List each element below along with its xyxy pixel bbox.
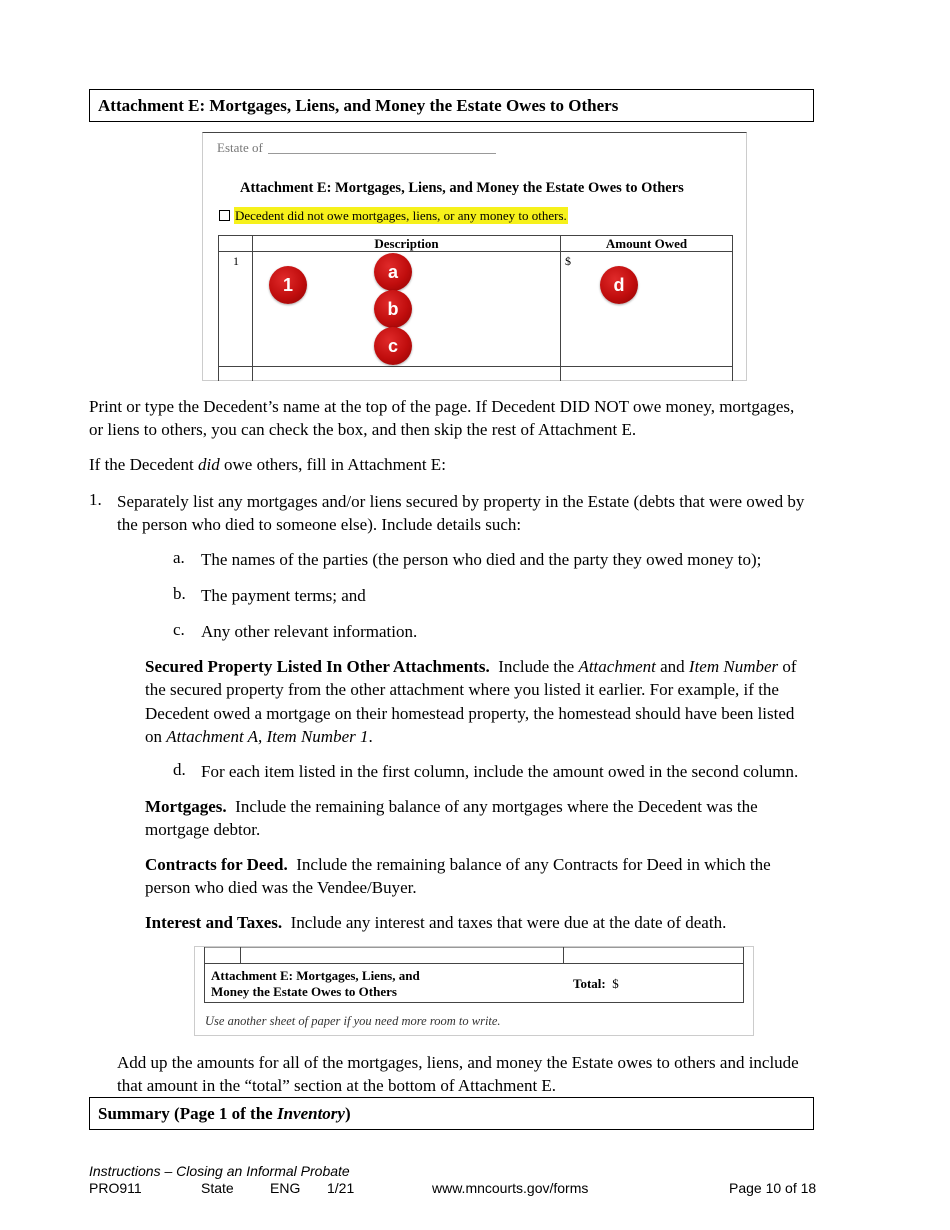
list-item-a: The names of the parties (the person who died and the party they owed money to); xyxy=(201,550,762,569)
text-span: Summary (Page 1 of the xyxy=(98,1104,277,1123)
emphasis-did: did xyxy=(198,455,220,474)
checkbox-label: Decedent did not owe mortgages, liens, or any money to others. xyxy=(235,208,567,223)
text-line: or liens to others, you can check the box, and then skip the rest of Attachment E. xyxy=(89,420,637,440)
footer-doc-title: Instructions – Closing an Informal Probate xyxy=(89,1163,350,1179)
text-line: that amount in the “total” section at the bottom of Attachment E. xyxy=(117,1076,557,1096)
text-span: Include any interest and taxes that were due at the date of death. xyxy=(282,913,727,932)
emphasis-inventory: Inventory xyxy=(276,1104,345,1123)
list-number-1: 1. xyxy=(89,490,102,509)
secured-property-paragraph xyxy=(145,655,797,748)
table-line xyxy=(204,947,744,948)
text-line: Add up the amounts for all of the mortgages, liens, and money the Estate owes to others and include xyxy=(117,1053,799,1072)
table-col-divider xyxy=(252,235,253,381)
extra-sheet-note: Use another sheet of paper if you need more room to write. xyxy=(205,1014,501,1028)
emphasis: Item Number xyxy=(688,657,779,676)
text-line xyxy=(145,795,758,818)
text-line: Attachment E: Mortgages, Liens, and xyxy=(211,968,420,983)
text-line: person who died was the Vendee/Buyer. xyxy=(145,878,417,898)
emphasis: Attachment xyxy=(578,657,656,676)
list-letter-c: c. xyxy=(173,620,185,639)
bold-heading: Secured Property Listed In Other Attachments. xyxy=(145,657,490,676)
section-title: Attachment E: Mortgages, Liens, and Money the Estate Owes to Others xyxy=(98,96,619,115)
table-col-divider xyxy=(560,235,561,381)
table-right-border xyxy=(732,235,733,381)
text-span: Include the remaining balance of any mortgages where the Decedent was the xyxy=(226,797,758,816)
attachment-e-form-excerpt xyxy=(202,132,747,381)
text-line: Money the Estate Owes to Others xyxy=(211,984,397,999)
text-span: owe others, fill in Attachment E: xyxy=(219,455,446,474)
callout-badge-c: c xyxy=(374,327,412,365)
list-item-c: Any other relevant information. xyxy=(201,622,418,641)
text-span: Include the remaining balance of any Contracts for Deed in which the xyxy=(287,855,771,874)
dollar-sign: $ xyxy=(565,254,571,268)
add-up-paragraph xyxy=(117,1051,799,1098)
dollar-sign: $ xyxy=(612,976,619,991)
col-header-description: Description xyxy=(374,236,439,251)
callout-badge-b: b xyxy=(374,290,412,328)
footer-date: 1/21 xyxy=(327,1180,355,1196)
table-line xyxy=(563,947,564,963)
text-span: Include the xyxy=(489,657,579,676)
bold-heading: Mortgages. xyxy=(145,797,227,816)
intro-paragraph xyxy=(89,395,794,442)
text-line: Separately list any mortgages and/or liens secured by property in the Estate (debts that were owed by xyxy=(117,492,805,511)
bold-heading: Interest and Taxes. xyxy=(145,913,283,932)
text-line xyxy=(145,655,797,678)
estate-name-line xyxy=(268,153,496,154)
footer-language: ENG xyxy=(270,1180,301,1196)
contracts-for-deed-paragraph xyxy=(145,853,771,900)
emphasis: Attachment A, Item Number 1 xyxy=(166,726,369,746)
text-span: ) xyxy=(344,1104,351,1123)
list-item-1 xyxy=(117,490,804,537)
text-span: and xyxy=(655,657,689,676)
text-line: the person who died to someone else). Include details such: xyxy=(117,515,522,535)
mortgages-paragraph xyxy=(145,795,758,842)
attachment-e-total-excerpt xyxy=(194,946,754,1036)
text-line: Print or type the Decedent’s name at the top of the page. If Decedent DID NOT owe money, mortgages, xyxy=(89,397,795,416)
total-field xyxy=(573,976,619,992)
col-header-amount: Amount Owed xyxy=(605,236,688,251)
text-line: the secured property from the other attachment where you listed it earlier. For example, if the xyxy=(145,680,779,700)
did-owe-paragraph xyxy=(89,453,446,476)
table-row-border xyxy=(218,366,733,367)
text-line xyxy=(145,853,771,876)
footer-state: State xyxy=(201,1180,234,1196)
text-line: Decedent owed a mortgage on their homestead property, the homestead should have been listed xyxy=(145,703,795,723)
total-label: Total: xyxy=(573,976,606,991)
row-number: 1 xyxy=(233,254,239,268)
text-span: of xyxy=(778,657,797,676)
footer-page-number: Page 10 of 18 xyxy=(729,1180,817,1196)
estate-of-label: Estate of xyxy=(217,140,263,155)
total-box xyxy=(204,963,744,1003)
no-debt-checkbox-row xyxy=(219,208,568,224)
list-item-d: For each item listed in the first column, include the amount owed in the second column. xyxy=(201,762,799,781)
interest-taxes-paragraph xyxy=(145,911,726,934)
table-line xyxy=(204,947,205,963)
callout-badge-d: d xyxy=(600,266,638,304)
section-header-summary xyxy=(89,1097,814,1130)
list-letter-d: d. xyxy=(173,760,186,779)
list-item-b: The payment terms; and xyxy=(201,586,366,605)
bold-heading: Contracts for Deed. xyxy=(145,855,288,874)
checkbox xyxy=(219,210,230,221)
total-box-label xyxy=(211,968,471,1000)
text-line xyxy=(145,725,797,748)
text-span: . xyxy=(368,726,373,746)
section-header-attachment-e xyxy=(89,89,814,122)
callout-badge-a: a xyxy=(374,253,412,291)
form-title: Attachment E: Mortgages, Liens, and Money the Estate Owes to Others xyxy=(240,180,684,196)
callout-badge-1: 1 xyxy=(269,266,307,304)
list-letter-a: a. xyxy=(173,548,185,567)
table-left-border xyxy=(218,235,219,381)
table-line xyxy=(240,947,241,963)
list-letter-b: b. xyxy=(173,584,186,603)
text-span: If the Decedent xyxy=(89,455,199,474)
text-span: on xyxy=(145,726,167,746)
footer-url[interactable]: www.mncourts.gov/forms xyxy=(432,1180,589,1196)
table-line xyxy=(743,947,744,963)
footer-form-code: PRO911 xyxy=(89,1180,142,1196)
text-line: mortgage debtor. xyxy=(145,820,261,840)
